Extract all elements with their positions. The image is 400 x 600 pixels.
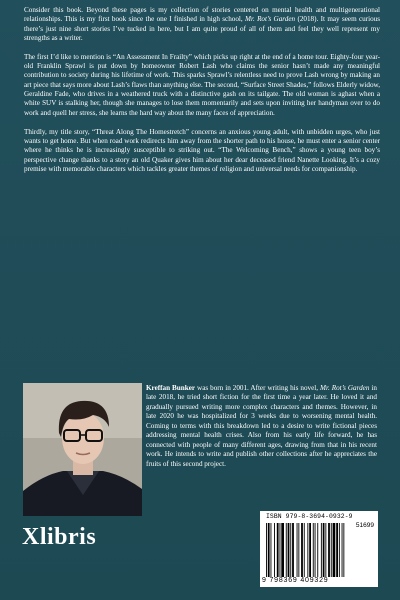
blurb-p1-text: Consider this book. Beyond these pages is my collection of stories centered on mental health and multigenerational relationships. This is my first book since the one I finished in high school, [24, 6, 380, 24]
price-code: 51699 [355, 522, 374, 529]
author-bio-text-end: in late 2018, he tried short fiction for the first time a year later. He loved it and gradually pursued writing more complex characters and themes. However, in late 2020 he was hospitalized for 3 weeks due to worsening mental health. Coming to terms with this breakdown led to a desire to write fictional pieces addressing mental health crises. Also from his early life forward, he has connected with people of many different ages, drawing from that in his recent work. He intends to write and publish other collections after he appreciates the fruits of this second project. [146, 384, 377, 468]
author-bio-novel-title: Mr. Rot’s Garden [320, 384, 370, 392]
ean-digits: 9 798369 409329 [262, 577, 329, 584]
author-bio [146, 384, 377, 469]
blurb-paragraph-2: The first I’d like to mention is “An Assessment In Frailty” which picks up right at the end of a home tour. Eighty-four year-old Franklin Sprawl is put down by homeowner Robert Lash who claims the senior hasn’t made any meaningful contribution to society during his lifetime of work. This sparks Sprawl’s relentless need to prove Lash wrong by making an art piece that says more about Lash’s flaws than anything else. The second, “Surface Street Shades,” follows Elderly widow, Geraldine Fade, who drives in a weathered truck with a distinctive gash on its tailgate. The old woman is aghast when a white SUV is stalking her, though she manages to lose them momentarily and sets upon inviting her handyman over to do work and quell her stress, she learns the hard way about the many faces of appreciation. [24, 52, 380, 117]
blurb-paragraph-3: Thirdly, my title story, “Threat Along The Homestretch” concerns an anxious young adult, with unbidden urges, who just wants to get home. But when road work redirects him away from the shorter path to his house, he must enter a senior center where he thinks he is increasingly susceptible to striking out. “The Welcoming Bench,” shows a young teen boy’s perspective change thanks to a story an old Quaker gives him about her dear deceased friend Nanette Looking. It’s a cozy premise with memorable characters which tackles greater themes of religion and universal needs for companionship. [24, 127, 380, 173]
back-cover-blurb [24, 6, 380, 174]
blurb-p1-book-title: Mr. Rot’s Garden [245, 15, 296, 24]
blurb-p1-text-end: (2018). It may seem curious there’s just nine short stories I’ve tucked in here, but I am quite proud of all of them and feel they well represent my strengths as a writer. [24, 15, 380, 43]
author-name: Kreffan Bunker [146, 384, 196, 392]
author-bio-text: was born in 2001. After writing his novel, [195, 384, 321, 392]
isbn-label: ISBN 979-8-3694-0932-9 [266, 513, 353, 520]
blurb-paragraph-1 [24, 6, 380, 43]
author-photo [23, 383, 142, 516]
barcode-bars [266, 523, 372, 577]
isbn-barcode [260, 511, 378, 587]
publisher-logo: Xlibris [22, 524, 97, 550]
